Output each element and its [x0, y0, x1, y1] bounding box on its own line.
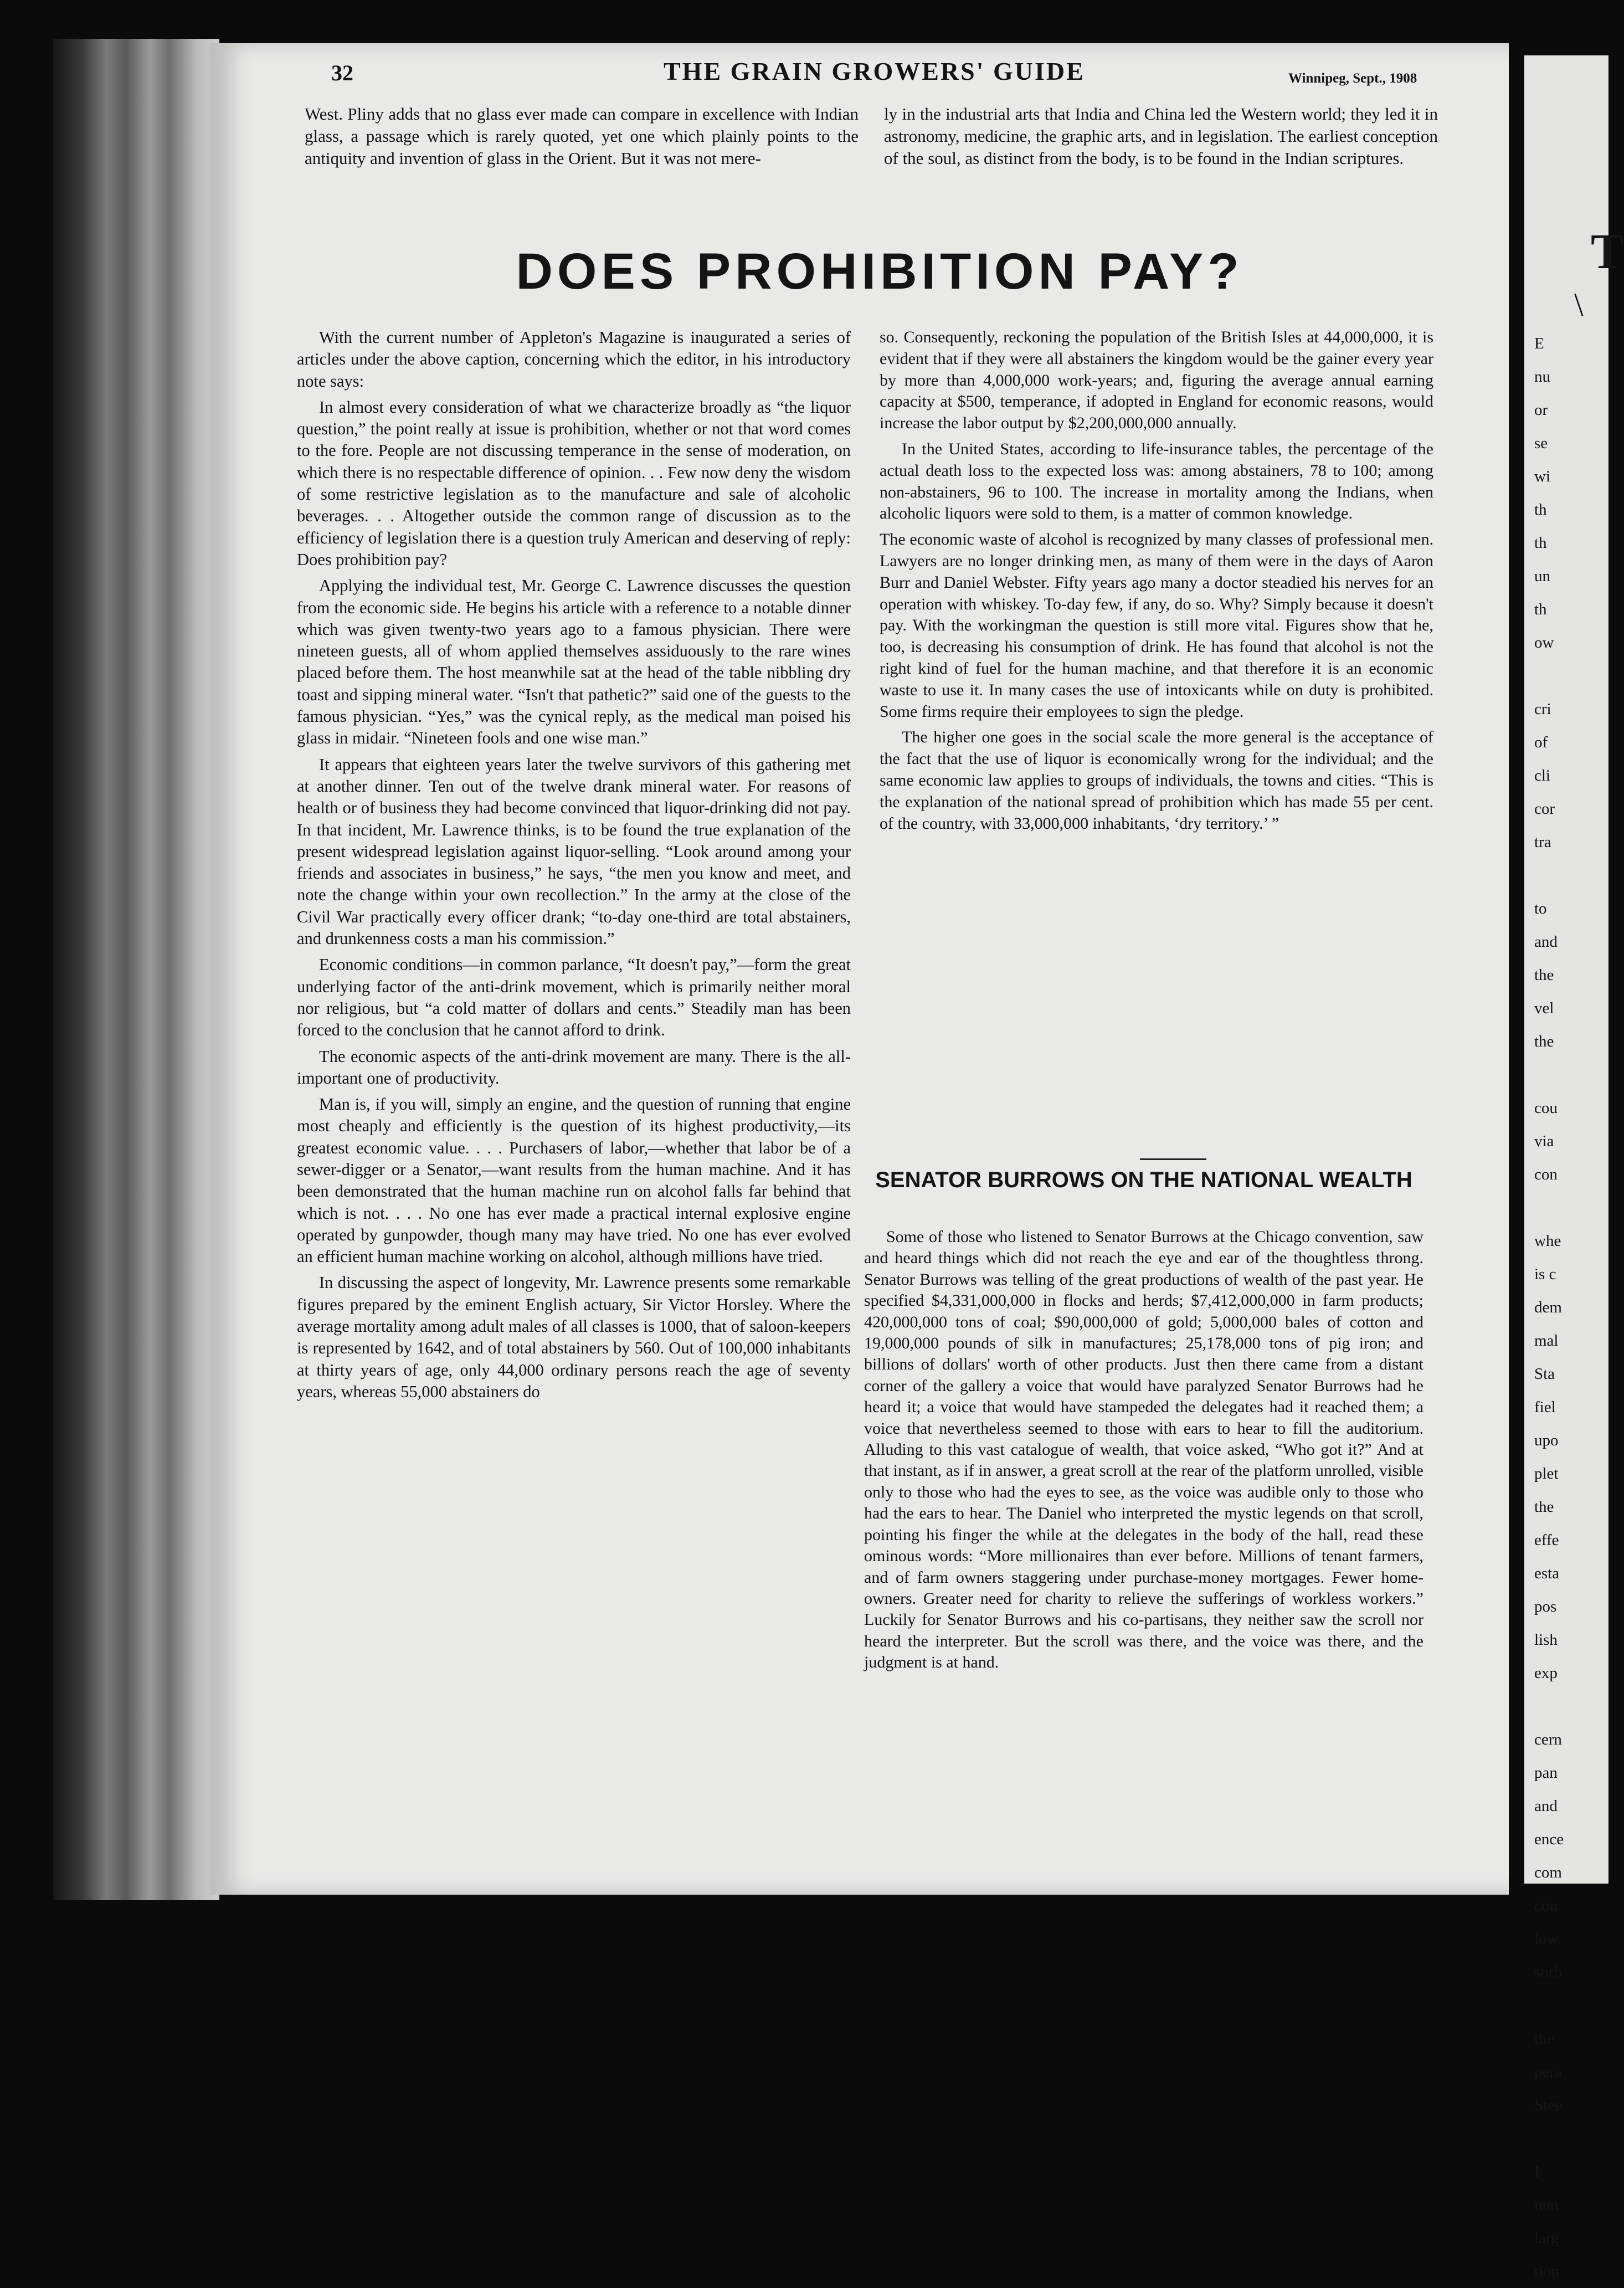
paragraph: so. Consequently, reckoning the population of the British Isles at 44,000,000, it is evident that if they were all abstainers the kingdom would be the gainer every year by more than 4,000,000 work-years; and, figuring the average annual earning capacity at $500, temperance, if adopted in England for economic reasons, would increase the labor output by $2,200,000,000 annually. [880, 328, 1433, 433]
adjacent-fragment: the [1534, 2030, 1554, 2048]
paragraph: In discussing the aspect of longevity, Mr. Lawrence presents some remarkable figures prepared by the eminent English actuary, Sir Victor Horsley. Where the average mortality among adult males of all classes is 1000, that of saloon-keepers is represented by 1642, and of total abstainers by 560. Out of 100,000 inhabitants at thirty years of age, only 44,000 ordinary persons reach the age of seventy years, whereas 55,000 abstainers do [297, 1273, 851, 1401]
adjacent-fragment: I [1534, 2163, 1540, 2181]
adjacent-fragment: th [1534, 601, 1547, 618]
adjacent-fragment: sorb [1534, 1963, 1562, 1981]
adjacent-fragment: ence [1534, 1830, 1564, 1848]
adjacent-fragment: wi [1534, 468, 1550, 485]
article2-column [864, 1227, 1423, 1678]
article-left-column [297, 327, 851, 1407]
adjacent-fragment: via [1534, 1132, 1554, 1150]
paragraph: Economic conditions—in common parlance, “It doesn't pay,”—form the great underlying factor of the anti-drink movement, which is primarily neither moral nor religious, but “a cold matter of dollars and cents.” Steadily man has been forced to the conclusion that he cannot afford to drink. [297, 955, 851, 1040]
paragraph: Man is, if you will, simply an engine, and the question of running that engine most cheaply and efficiently is the question of its highest productivity,—its greatest economic value. . . . Purchasers of labor,—whether that labor be of a sewer-digger or a Senator,—want results from the human machine. And it has been demonstrated that the human machine run on alcohol falls far behind that which is not. . . . No one has ever made a practical internal explosive engine operated by gunpowder, though many may have tried. No one has ever evolved an efficient human machine working on alcohol, although millions have tried. [297, 1095, 851, 1266]
adjacent-fragment [1524, 1058, 1608, 1091]
adjacent-fragment: or [1534, 401, 1548, 419]
adjacent-fragment: mal [1534, 1332, 1559, 1350]
paragraph: The higher one goes in the social scale the more general is the acceptance of the fact that the use of liquor is economically wrong for the individual; and the same economic law applies to groups of individuals, the towns and cities. “This is the explanation of the national spread of prohibition which has made 55 per cent. of the country, with 33,000,000 inhabitants, ‘dry territory.’ ” [880, 728, 1433, 833]
adjacent-fragment [1524, 1989, 1608, 2022]
paragraph: The economic waste of alcohol is recognized by many classes of professional men. Lawyers are no longer drinking men, as many of them were in the days of Aaron Burr and Daniel Webster. Fifty years ago many a doctor steadied his nerves for an operation with whiskey. To-day few, if any, do so. Why? Simply because it doesn't pay. With the workingman the question is still more vital. Figures show that he, too, is decreasing his consumption of drink. He has found that alcohol is not the right kind of fuel for the human machine, and that therefore it is an economic waste to use it. In many cases the use of intoxicants while on duty is prohibited. Some firms require their employees to sign the pledge. [880, 530, 1433, 721]
adjacent-fragment: E [1534, 335, 1544, 352]
adjacent-fragment: the [1534, 966, 1554, 984]
adjacent-fragments [1524, 327, 1608, 2288]
article-headline: DOES PROHIBITION PAY? [516, 243, 1243, 300]
adjacent-fragment: and [1534, 1797, 1558, 1815]
adjacent-fragment [1524, 1690, 1608, 1723]
adjacent-fragment: low [1534, 1930, 1559, 1948]
continuation-right-text: ly in the industrial arts that India and China led the Western world; they led it in astronomy, medicine, the graphic arts, and in legislation. The earliest conception of the soul, as distinct from the body, is to be found in the Indian scriptures. [884, 104, 1438, 168]
adjacent-fragment: to [1534, 900, 1547, 917]
adjacent-page-edge [1524, 55, 1624, 2280]
adjacent-fragment: se [1534, 434, 1548, 452]
page-number: 32 [331, 60, 353, 85]
adjacent-fragment: Sta [1534, 1365, 1555, 1383]
adjacent-fragment: plet [1534, 1465, 1559, 1482]
paragraph: The economic aspects of the anti-drink movement are many. There is the all-important one of productivity. [297, 1046, 851, 1087]
adjacent-fragment: nun [1534, 2196, 1559, 2214]
adjacent-fragment: vel [1534, 999, 1554, 1017]
adjacent-fragment: com [1534, 1864, 1562, 1881]
adjacent-fragment: con [1534, 1166, 1558, 1183]
adjacent-fragment: un [1534, 567, 1550, 585]
adjacent-fragment: cli [1534, 767, 1550, 784]
paragraph: Some of those who listened to Senator Burrows at the Chicago convention, saw and heard things which did not reach the eye and ear of the thoughtless throng. Senator Burrows was telling of the great productions of wealth of the past year. He specified $4,331,000,000 in flocks and herds; $7,412,000,000 in farm products; 420,000,000 tons of coal; $90,000,000 of gold; 5,000,000 bales of cotton and 19,000,000 pounds of silk in manufactures; 25,178,000 tons of pig iron; and billions of dollars' worth of other products. Just then there came from a distant corner of the gallery a voice that would have paralyzed Senator Burrows had he heard it; a voice that would have stampeded the delegates had it reached them; a voice that nevertheless seemed to those with ears to hear to fill the auditorium. Alluding to this vast catalogue of wealth, that voice asked, “Who got it?” And at that instant, as if in answer, a great scroll at the rear of the platform unrolled, visible only to those who had the eyes to see, as the voice was audible only to those who had the ears to hear. The Daniel who interpreted the mystic legends on that scroll, pointing his finger the while at the delegates in the body of the hall, read these ominous words: “More millionaires than ever before. Millions of tenant farmers, and of farm owners staggering under purchase-money mortgages. Fewer home-owners. Greater need for charity to relieve the sufferings of workless workers.” Luckily for Senator Burrows and his co-partisans, they neither saw the scroll nor heard the interpreter. But the scroll was there, and the voice was there, and the judgment is at hand. [864, 1228, 1423, 1672]
adjacent-fragment: the [1534, 1033, 1554, 1050]
adjacent-fragment: cern [1534, 1731, 1562, 1748]
adjacent-mark: \ [1574, 286, 1584, 323]
adjacent-fragment: the [1534, 1498, 1554, 1516]
adjacent-fragment: cri [1534, 700, 1551, 718]
adjacent-fragment: esta [1534, 1564, 1560, 1582]
adjacent-fragment: ow [1534, 634, 1554, 651]
article2-headline: SENATOR BURROWS ON THE NATIONAL WEALTH [875, 1168, 1412, 1192]
continuation-left [305, 103, 859, 174]
adjacent-fragment [1524, 1191, 1608, 1224]
newspaper-page [209, 43, 1509, 1895]
section-divider [1140, 1158, 1206, 1160]
continuation-left-text: West. Pliny adds that no glass ever made can compare in excellence with Indian glass, a passage which is rarely quoted, yet one which plainly points to the antiquity and invention of glass in the Orient. But it was not mere- [305, 104, 859, 168]
adjacent-fragment: cor [1534, 800, 1555, 818]
adjacent-fragment: con [1534, 1897, 1558, 1915]
adjacent-fragment [1524, 859, 1608, 892]
book-spine-edge [53, 39, 219, 1900]
adjacent-fragment: cou [1534, 1099, 1558, 1117]
adjacent-fragment: nu [1534, 368, 1550, 386]
adjacent-fragment: th [1534, 501, 1547, 519]
publication-title: THE GRAIN GROWERS' GUIDE [664, 57, 1085, 85]
paragraph: It appears that eighteen years later the twelve survivors of this gathering met at another dinner. Ten out of the twelve drank mineral water. For reasons of health or of business they had become convinced that liquor-drinking did not pay. In that incident, Mr. Lawrence thinks, is to be found the true explanation of the present widespread legislation against liquor-selling. “Look around among your friends and associates in business,” he says, “the men you know and meet, and note the change within your own recollection.” In the army at the close of the Civil War practically every officer drank; “to-day one-third are total abstainers, and drunkenness costs a man his commission.” [297, 755, 851, 948]
paragraph: In the United States, according to life-insurance tables, the percentage of the actual death loss to the expected loss was: among abstainers, 78 to 100; among non-abstainers, 96 to 100. The increase in mortality among the Indians, when alcoholic liquors were sold to them, is a matter of common knowledge. [880, 439, 1433, 523]
paragraph: In almost every consideration of what we characterize broadly as “the liquor question,” the point really at issue is prohibition, whether or not that word comes to the fore. People are not discussing temperance in the sense of moderation, on which there is no respectable difference of opinion. . . Few now deny the wisdom of some restrictive legislation as to the manufacture and sale of alcoholic beverages. . . Altogether outside the common range of discussion as to the efficiency of legislation there is a question truly American and deserving of reply: Does prohibition pay? [297, 397, 851, 569]
adjacent-fragment: pan [1534, 1764, 1558, 1782]
adjacent-fragment: and [1534, 933, 1558, 951]
adjacent-fragment: Stee [1534, 2096, 1562, 2114]
issue-date: Winnipeg, Sept., 1908 [1288, 71, 1417, 86]
paragraph: Applying the individual test, Mr. George C. Lawrence discusses the question from the economic side. He begins his article with a reference to a notable dinner which was given twenty-two years ago to a famous physician. There were nineteen guests, all of whom applied themselves assiduously to the rare wines placed before them. The host meanwhile sat at the head of the table nibbling dry toast and sipping mineral water. “Isn't that pathetic?” said one of the guests to the famous physician. “Yes,” was the cynical reply, as the medical man poised his glass in midair. “Nineteen fools and one wise man.” [297, 576, 851, 748]
continuation-right [884, 103, 1438, 174]
paragraph: With the current number of Appleton's Magazine is inaugurated a series of articles under the above caption, concerning which the editor, in his introductory note says: [297, 328, 851, 391]
adjacent-fragment: effe [1534, 1531, 1559, 1549]
adjacent-fragment: pera [1534, 2063, 1562, 2081]
adjacent-fragment: lish [1534, 1631, 1558, 1649]
adjacent-large-letter: T [1591, 224, 1624, 279]
adjacent-fragment: exp [1534, 1664, 1558, 1682]
article-right-column [880, 327, 1433, 839]
adjacent-fragment: larg [1534, 2229, 1559, 2247]
adjacent-fragment: tra [1534, 833, 1551, 851]
adjacent-fragment: pos [1534, 1598, 1557, 1615]
adjacent-fragment: fiel [1534, 1398, 1556, 1416]
adjacent-fragment: whe [1534, 1232, 1561, 1250]
adjacent-fragment: dem [1534, 1299, 1562, 1316]
adjacent-fragment [1524, 2122, 1608, 2155]
adjacent-fragment: tion [1534, 2263, 1560, 2280]
adjacent-fragment [1524, 659, 1608, 692]
adjacent-fragment: is c [1534, 1265, 1556, 1283]
adjacent-fragment: th [1534, 534, 1547, 552]
adjacent-fragment: upo [1534, 1432, 1559, 1449]
adjacent-fragment: of [1534, 733, 1548, 751]
